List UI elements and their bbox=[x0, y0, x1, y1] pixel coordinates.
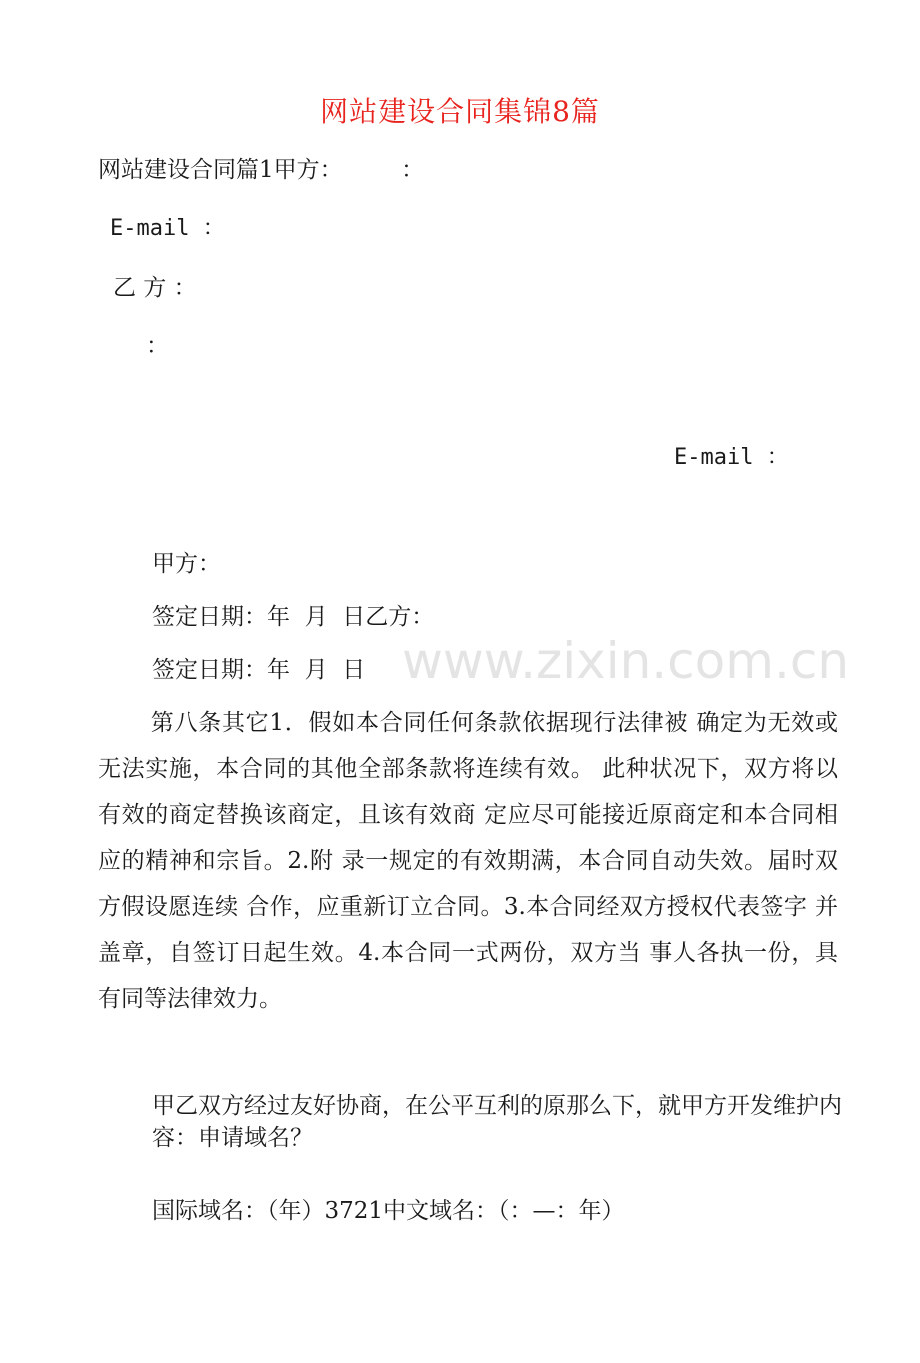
email-field-party-b: E-mail ： bbox=[674, 445, 789, 470]
email-field-party-a: E-mail ： bbox=[110, 216, 225, 241]
document-title: 网站建设合同集锦8篇 bbox=[320, 95, 600, 128]
party-b-label: 乙 方 ： bbox=[113, 275, 197, 301]
colon-line: ： bbox=[146, 333, 169, 359]
article-8-paragraph bbox=[98, 700, 838, 1022]
sign-date-party-b: 签定日期：年 月 日 bbox=[152, 657, 366, 683]
article-8-text: 第八条其它1．假如本合同任何条款依据现行法律被 确定为无效或无法实施，本合同的其他全部条款将连续有效。 此种状况下，双方将以有效的商定替换该商定，且该有效商 定应尽可能接近原商定和本合同相应的精神和宗旨。2.附 录一规定的有效期满，本合同自动失效。届时双方假设愿连续 合作，应重新订立合同。3.本合同经双方授权代表签字 并盖章，自签订日起生效。4.本合同一式两份，双方当 事人各执一份，具有同等法律效力。 bbox=[98, 710, 838, 1012]
domain-line: 国际域名：（年）3721中文域名：（：—：年） bbox=[152, 1198, 625, 1224]
sign-date-party-a: 签定日期：年 月 日乙方： bbox=[152, 604, 435, 630]
party-a-signature-label: 甲方： bbox=[152, 551, 221, 577]
header-line: 网站建设合同篇1甲方： ： bbox=[98, 157, 425, 183]
watermark: www.zixin.com.cn bbox=[402, 632, 850, 690]
intro-paragraph: 甲乙双方经过友好协商，在公平互利的原那么下，就甲方开发维护内容：申请域名？ bbox=[152, 1093, 842, 1151]
